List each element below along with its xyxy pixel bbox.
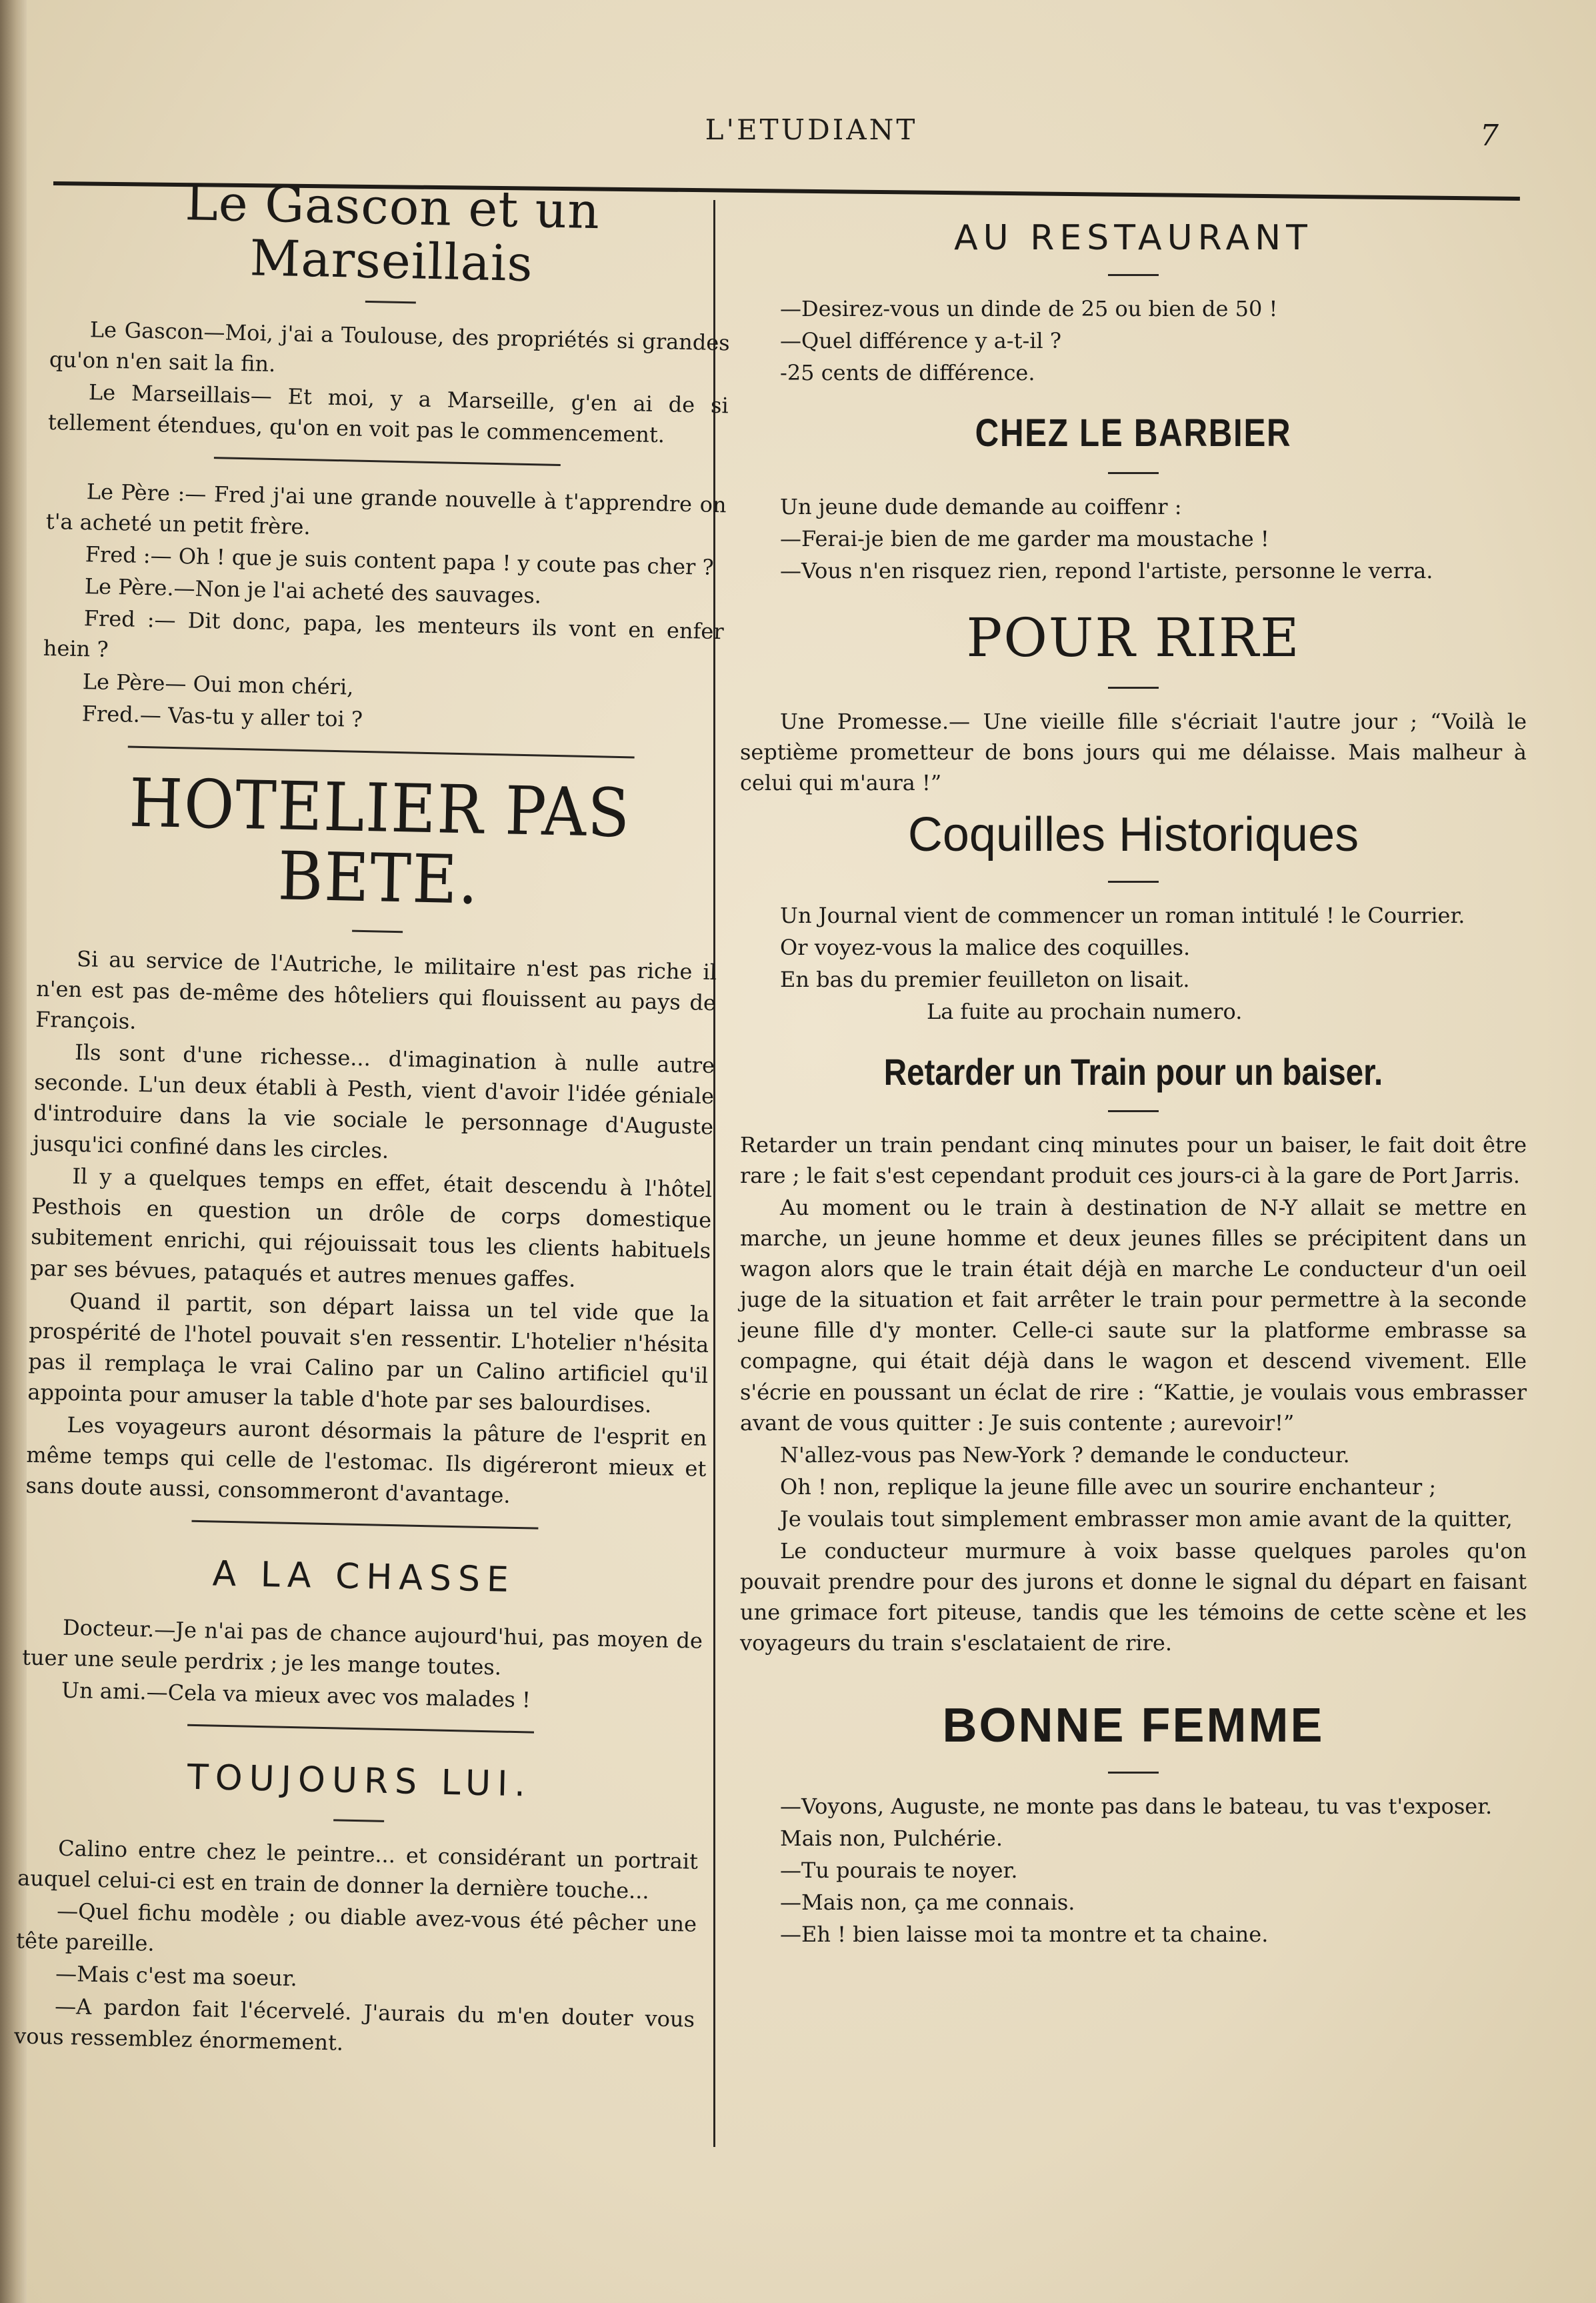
right-column [740, 207, 1527, 1951]
article-title: AU RESTAURANT [954, 218, 1313, 258]
article-train [740, 1045, 1527, 1658]
paragraph: Fred.— Vas-tu y aller toi ? [81, 700, 363, 732]
paragraph: —Mais non, ça me connais. [780, 1890, 1075, 1916]
article-title: Le Gascon et un Marseillais [184, 174, 601, 293]
paragraph: La fuite au prochain numero. [927, 999, 1243, 1025]
paragraph: Calino entre chez le peintre... et considérant un portrait auquel celui-ci est en train de donner la dernière touche... [17, 1835, 699, 1904]
paragraph: Le Marseillais— Et moi, y a Marseille, g'en ai de si tellement étendues, qu'on en voit pas le commencement. [47, 379, 729, 448]
separator-dash [1108, 687, 1159, 689]
section-rule [191, 1520, 538, 1530]
article-toujours-lui [14, 1750, 700, 2066]
paragraph: Un Journal vient de commencer un roman intitulé ! le Courrier. [780, 902, 1465, 928]
paragraph: —Desirez-vous un dinde de 25 ou bien de 50 ! [780, 295, 1278, 321]
paragraph: Ils sont d'une richesse... d'imagination à nulle autre seconde. L'un deux établi à Pesth, vient d'avoir l'idée géniale d'introduire dans la vie sociale le personnage d'Auguste jusqu'ici confiné dans les circles. [32, 1039, 715, 1164]
paragraph: Il y a quelques temps en effet, était descendu à l'hôtel Pesthois en question un drôle de corps domestique subitement enrichi, qui réjouissait tous les clients habituels par ses bévues, pataqués et autres menues gaffes. [30, 1164, 713, 1292]
paragraph: Un jeune dude demande au coiffenr : [780, 493, 1182, 519]
paragraph: Au moment ou le train à destination de N-Y allait se mettre en marche, un jeune homme et deux jeunes filles se précipitent dans un wagon alors que le train était déjà en marche Le conducteur d'un oeil juge de la situation et fait arrêter le train pour permettre à la seconde jeune fille d'y monter. Celle-ci saute sur la platforme embrasse sa compagne, qui était déjà dans le wagon et descend vivement. Elle s'écrie en poussant un éclat de rire : “Kattie, je voulais vous embrasser avant de vous quitter : Je suis contente ; aurevoir!” [740, 1195, 1527, 1436]
paragraph: Fred :— Oh ! que je suis content papa ! y coute pas cher ? [85, 541, 715, 581]
article-title: TOUJOURS LUI. [187, 1757, 533, 1805]
left-column [14, 167, 733, 2066]
paragraph: Si au service de l'Autriche, le militaire n'est pas riche il n'en est pas de-même des hôteliers qui flouissent au pays de François. [35, 945, 717, 1034]
paragraph: —Eh ! bien laisse moi ta montre et ta chaine. [780, 1922, 1269, 1948]
paragraph: Fred :— Dit donc, papa, les menteurs ils vont en enfer hein ? [43, 605, 725, 663]
section-rule [214, 457, 561, 466]
paragraph: Le Père :— Fred j'ai une grande nouvelle à t'apprendre on t'a acheté un petit frère. [45, 479, 727, 540]
section-rule [128, 745, 635, 758]
article-title: CHEZ LE BARBIER [975, 411, 1292, 455]
article-title: A LA CHASSE [212, 1554, 516, 1601]
article-gascon [47, 173, 733, 451]
paragraph: Une Promesse.— Une vieille fille s'écriait l'autre jour ; “Voilà le septième prometteur de bons jours qui me délaisse. Mais malheur à celui qui m'aura !” [740, 709, 1527, 796]
paragraph: Le Père— Oui mon chéri, [82, 668, 354, 700]
paragraph: Docteur.—Je n'ai pas de chance aujourd'hui, pas moyen de tuer une seule perdrix ; je les mange toutes. [21, 1614, 703, 1680]
paragraph: Le Gascon—Moi, j'ai a Toulouse, des propriétés si grandes qu'on n'en sait la fin. [49, 316, 731, 377]
article-pere-fred [41, 475, 727, 742]
paragraph: —Voyons, Auguste, ne monte pas dans le bateau, tu vas t'exposer. [780, 1793, 1493, 1819]
paragraph: N'allez-vous pas New-York ? demande le conducteur. [780, 1442, 1350, 1468]
article-bonne-femme [740, 1692, 1527, 1950]
separator-dash [1108, 274, 1159, 276]
paragraph: —A pardon fait l'écervelé. J'aurais du m'en douter vous vous ressemblez énormement. [13, 1993, 695, 2056]
page-number: 7 [1480, 119, 1499, 153]
section-rule [187, 1724, 534, 1734]
separator-dash [333, 1819, 384, 1822]
article-restaurant [740, 213, 1527, 388]
paragraph: —Mais c'est ma soeur. [55, 1961, 298, 1992]
paragraph: —Quel différence y a-t-il ? [780, 327, 1062, 353]
article-pour-rire [740, 599, 1527, 798]
separator-dash [1108, 881, 1159, 883]
separator-dash [352, 929, 403, 933]
paragraph: —Quel fichu modèle ; ou diable avez-vous été pêcher une tête pareille. [15, 1898, 697, 1957]
article-coquilles [740, 801, 1527, 1027]
paragraph: Retarder un train pendant cinq minutes pour un baiser, le fait doit être rare ; le fait s'est cependant produit ces jours-ci à la gare de Port Jarris. [740, 1131, 1527, 1188]
paragraph: Or voyez-vous la malice des coquilles. [780, 935, 1191, 961]
article-title: BONNE FEMME [942, 1699, 1325, 1753]
paragraph: Les voyageurs auront désormais la pâture de l'esprit en même temps qui celle de l'estomac. Ils digéreront mieux et sans doute aussi, consommeront d'avantage. [25, 1412, 707, 1508]
newspaper-page [13, 0, 1596, 2303]
article-title: POUR RIRE [966, 606, 1301, 669]
paragraph: Le conducteur murmure à voix basse quelques paroles qu'on pouvait prendre pour des jurons et donne le signal du départ en faisant une grimace fort piteuse, tandis que les témoins de cette scène et les voyageurs du train s'esclataient de rire. [740, 1538, 1527, 1656]
paragraph: En bas du premier feuilleton on lisait. [780, 967, 1190, 993]
article-chasse [21, 1546, 705, 1719]
separator-dash [1108, 1110, 1159, 1112]
separator-dash [365, 301, 416, 304]
paragraph: Quand il partit, son départ laissa un tel vide que la prospérité de l'hotel pouvait s'en ressentir. L'hotelier n'hésita pas il remplaça le vrai Calino par un Calino artificiel qu'il appointa pour amuser la table d'hote par ses balourdises. [27, 1288, 710, 1418]
article-hotelier [25, 763, 721, 1516]
article-title: Retarder un Train pour un baiser. [883, 1051, 1383, 1093]
article-title: Coquilles Historiques [907, 808, 1359, 862]
paragraph: Oh ! non, replique la jeune fille avec un sourire enchanteur ; [780, 1474, 1437, 1500]
separator-dash [1108, 472, 1159, 474]
paragraph: Mais non, Pulchérie. [780, 1825, 1003, 1851]
paragraph: —Ferai-je bien de me garder ma moustache ! [780, 525, 1269, 551]
article-barbier [740, 405, 1527, 586]
running-head: L'ETUDIANT [705, 113, 918, 146]
paragraph: —Tu pourais te noyer. [780, 1858, 1018, 1884]
paragraph: —Vous n'en risquez rien, repond l'artiste, personne le verra. [780, 557, 1433, 583]
paragraph: -25 cents de différence. [780, 360, 1035, 386]
paragraph: Le Père.—Non je l'ai acheté des sauvages. [84, 573, 542, 609]
article-title: HOTELIER PAS BETE. [128, 763, 632, 919]
paragraph: Je voulais tout simplement embrasser mon amie avant de la quitter, [780, 1506, 1513, 1532]
paragraph: Un ami.—Cela va mieux avec vos malades ! [61, 1677, 531, 1713]
separator-dash [1108, 1772, 1159, 1774]
